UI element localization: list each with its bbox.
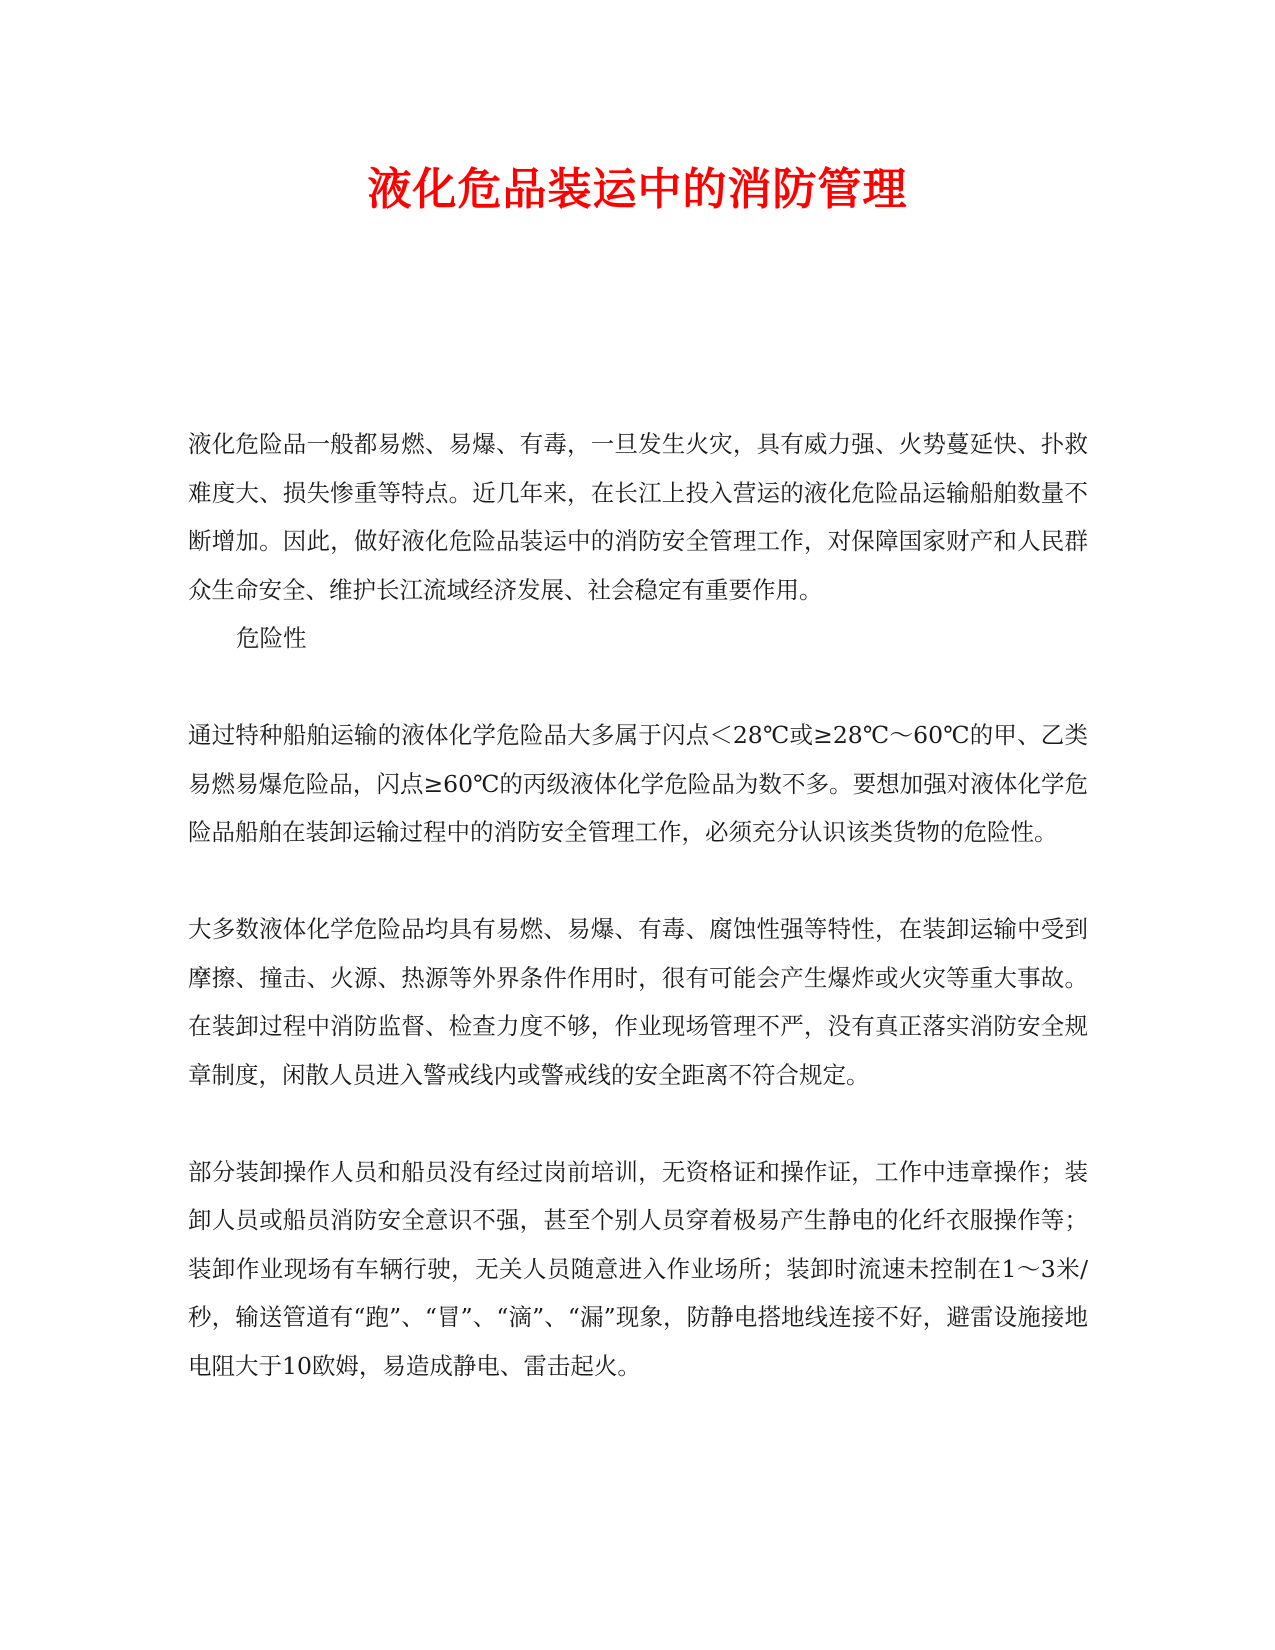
paragraph-intro: 液化危险品一般都易燃、易爆、有毒，一旦发生火灾，具有威力强、火势蔓延快、扑救难度大、损失惨重等特点。近几年来，在长江上投入营运的液化危险品运输船舶数量不断增加。因此，做好液化危险品装运中的消防安全管理工作，对保障国家财产和人民群众生命安全、维护长江流域经济发展、社会稳定有重要作用。	[188, 430, 1088, 604]
document-title: 液化危品装运中的消防管理	[367, 164, 908, 215]
document-body	[188, 420, 1088, 1390]
paragraph-characteristics: 大多数液体化学危险品均具有易燃、易爆、有毒、腐蚀性强等特性，在装卸运输中受到摩擦、撞击、火源、热源等外界条件作用时，很有可能会产生爆炸或火灾等重大事故。在装卸过程中消防监督、检查力度不够，作业现场管理不严，没有真正落实消防安全规章制度，闲散人员进入警戒线内或警戒线的安全距离不符合规定。	[188, 915, 1088, 1089]
paragraph-flash-point: 通过特种船舶运输的液体化学危险品大多属于闪点＜28℃或≥28℃～60℃的甲、乙类易燃易爆危险品，闪点≥60℃的丙级液体化学危险品为数不多。要想加强对液体化学危险品船舶在装卸运输过程中的消防安全管理工作，必须充分认识该类货物的危险性。	[188, 721, 1088, 846]
section-heading-hazard: 危险性	[236, 624, 307, 652]
paragraph-operations: 部分装卸操作人员和船员没有经过岗前培训，无资格证和操作证，工作中违章操作；装卸人员或船员消防安全意识不强，甚至个别人员穿着极易产生静电的化纤衣服操作等；装卸作业现场有车辆行驶，无关人员随意进入作业场所；装卸时流速未控制在1～3米/秒，输送管道有“跑”、“冒”、“滴”、“漏”现象，防静电搭地线连接不好，避雷设施接地电阻大于10欧姆，易造成静电、雷击起火。	[188, 1157, 1088, 1380]
